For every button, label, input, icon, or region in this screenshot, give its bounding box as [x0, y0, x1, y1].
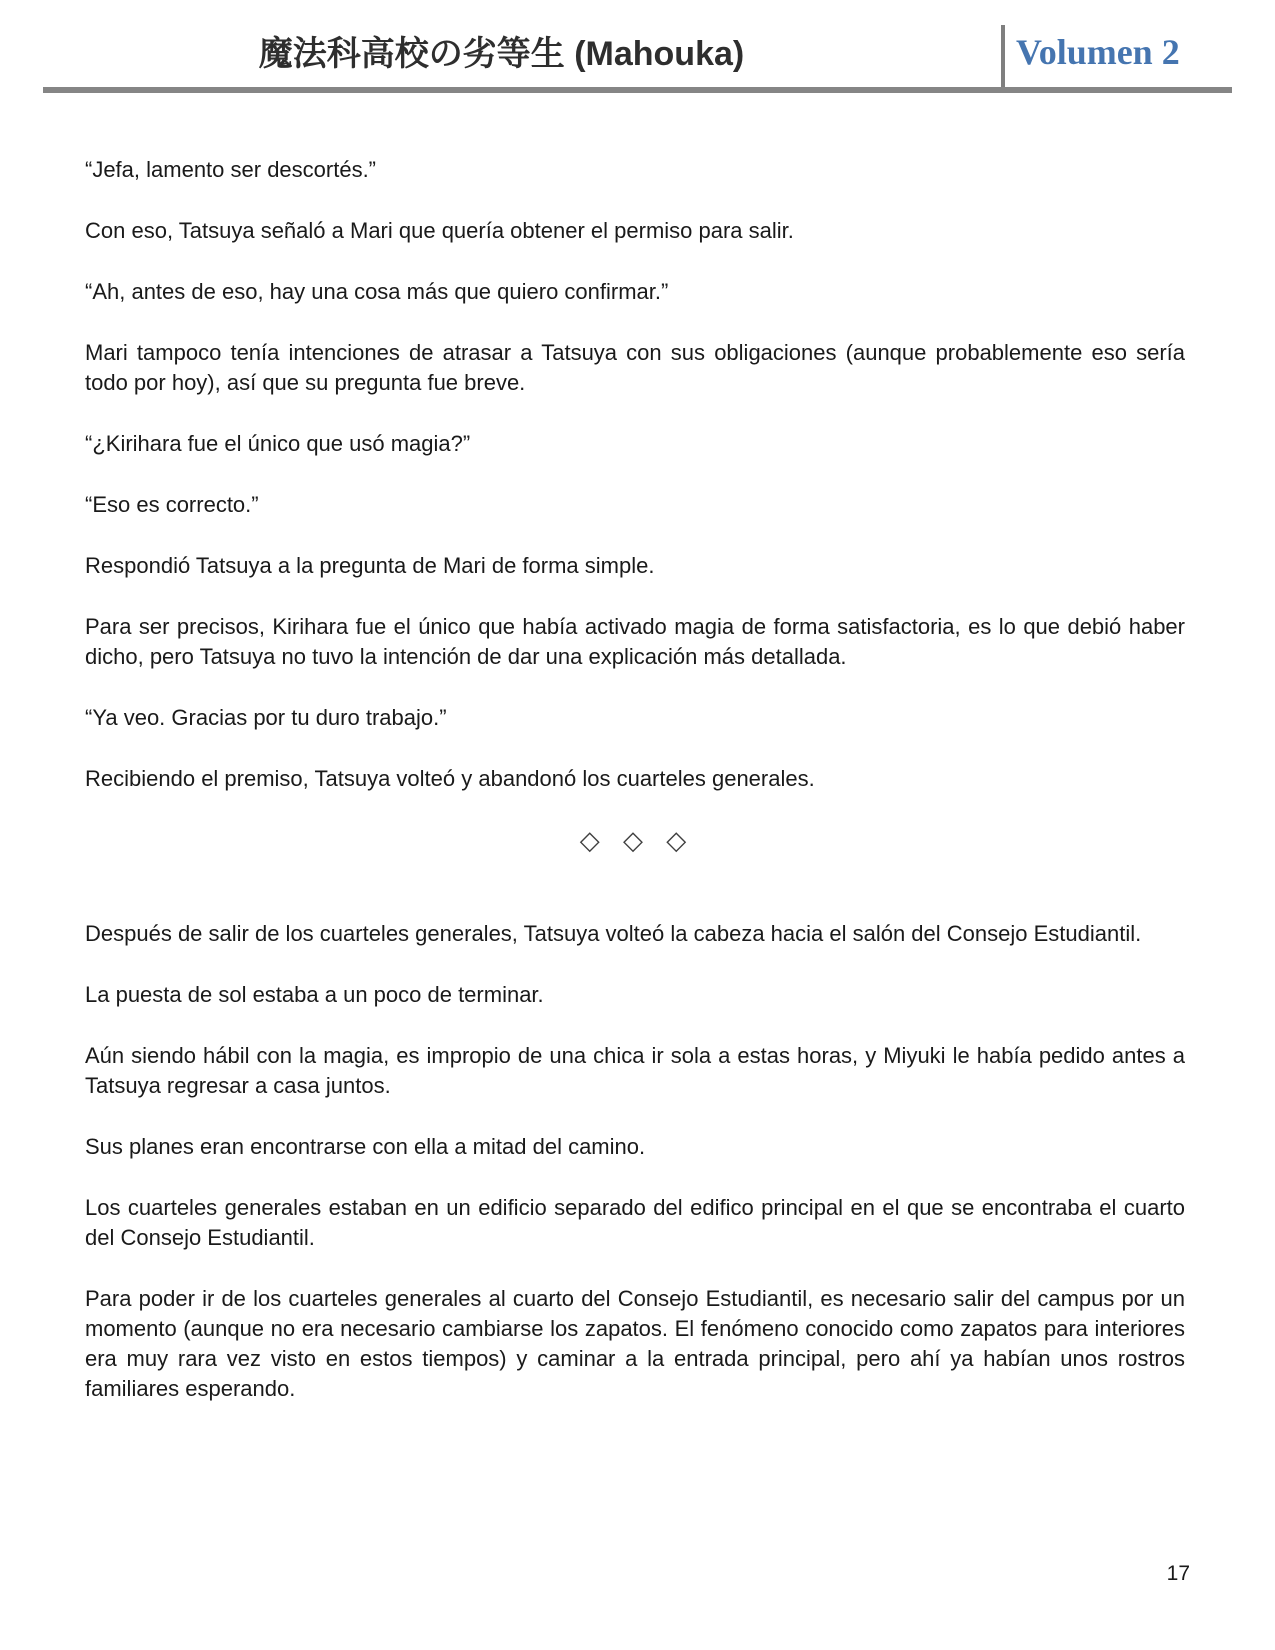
paragraph: Recibiendo el premiso, Tatsuya volteó y abandonó los cuarteles generales.	[85, 766, 815, 791]
paragraph: “Ah, antes de eso, hay una cosa más que quiero confirmar.”	[85, 279, 669, 304]
header-rule	[43, 87, 1232, 93]
page-header	[0, 0, 1275, 100]
paragraph: Sus planes eran encontrarse con ella a mitad del camino.	[85, 1134, 646, 1159]
paragraph: “Eso es correcto.”	[85, 492, 259, 517]
page-content	[85, 155, 1185, 1435]
paragraph: Para ser precisos, Kirihara fue el único que había activado magia de forma satisfactoria, es lo que debió haber dicho, pero Tatsuya no tuvo la intención de dar una explicación más detallada.	[85, 614, 1185, 669]
paragraph: “Jefa, lamento ser descortés.”	[85, 157, 377, 182]
paragraph: Los cuarteles generales estaban en un edificio separado del edifico principal en el que se encontraba el cuarto del Consejo Estudiantil.	[85, 1195, 1185, 1250]
paragraph: Con eso, Tatsuya señaló a Mari que quería obtener el permiso para salir.	[85, 218, 794, 243]
volume-label: Volumen 2	[1016, 32, 1180, 72]
paragraph: Después de salir de los cuarteles generales, Tatsuya volteó la cabeza hacia el salón del Consejo Estudiantil.	[85, 921, 1142, 946]
paragraph: “¿Kirihara fue el único que usó magia?”	[85, 431, 471, 456]
paragraph: Aún siendo hábil con la magia, es impropio de una chica ir sola a estas horas, y Miyuki le había pedido antes a Tatsuya regresar a casa juntos.	[85, 1043, 1185, 1098]
paragraph: Respondió Tatsuya a la pregunta de Mari de forma simple.	[85, 553, 655, 578]
header-divider	[1001, 25, 1005, 92]
paragraph: Mari tampoco tenía intenciones de atrasar a Tatsuya con sus obligaciones (aunque probablemente eso sería todo por hoy), así que su pregunta fue breve.	[85, 340, 1185, 395]
paragraph: Para poder ir de los cuarteles generales al cuarto del Consejo Estudiantil, es necesario salir del campus por un momento (aunque no era necesario cambiarse los zapatos. El fenómeno conocido como zapatos para interiores era muy rara vez visto en estos tiempos) y caminar a la entrada principal, pero ahí ya habían unos rostros familiares esperando.	[85, 1286, 1185, 1401]
paragraph: “Ya veo. Gracias por tu duro trabajo.”	[85, 705, 447, 730]
page-number: 17	[1166, 1562, 1190, 1585]
document-title: 魔法科高校の劣等生 (Mahouka)	[258, 35, 745, 73]
scene-separator-diamonds: ◇ ◇ ◇	[579, 825, 691, 855]
paragraph: La puesta de sol estaba a un poco de terminar.	[85, 982, 544, 1007]
